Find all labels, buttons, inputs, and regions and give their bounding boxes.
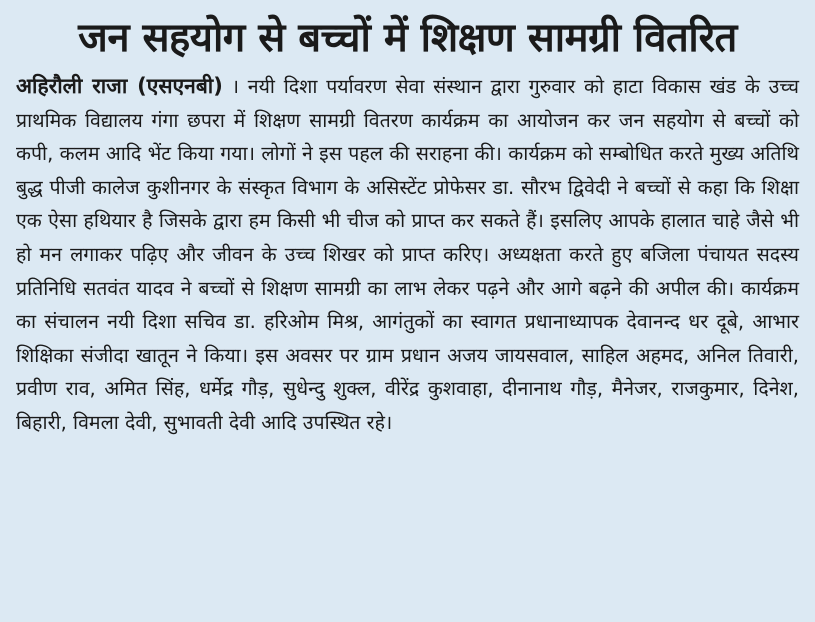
article-body-text: नयी दिशा पर्यावरण सेवा संस्थान द्वारा गुरुवार को हाटा विकास खंड के उच्च प्राथमिक विद्यालय गंगा छपरा में शिक्षण सामग्री वितरण कार्यक्रम का आयोजन कर जन सहयोग से बच्चों को कपी, कलम आदि भेंट किया गया। लोगों ने इस पहल की सराहना की। कार्यक्रम को सम्बोधित करते मुख्य अतिथि बुद्ध पीजी कालेज कुशीनगर के संस्कृत विभाग के असिस्टेंट प्रोफेसर डा. सौरभ द्विवेदी ने बच्चों से कहा कि शिक्षा एक ऐसा हथियार है जिसके द्वारा हम किसी भी चीज को प्राप्त कर सकते हैं। इसलिए आपके हालात चाहे जैसे भी हो मन लगाकर पढ़िए और जीवन के उच्च शिखर को प्राप्त करिए। अध्यक्षता करते हुए बजिला पंचायत सदस्य प्रतिनिधि सतवंत यादव ने बच्चों से शिक्षण सामग्री का लाभ लेकर पढ़ने और आगे बढ़ने की अपील की। कार्यक्रम का संचालन नयी दिशा सचिव डा. हरिओम मिश्र, आगंतुकों का स्वागत प्रधानाध्यापक देवानन्द धर दूबे, आभार शिक्षिका संजीदा खातून ने किया। इस अवसर पर ग्राम प्रधान अजय जायसवाल, साहिल अहमद, अनिल तिवारी, प्रवीण राव, अमित सिंह, धर्मेद्र गौड़, सुधेन्दु शुक्ल, वीरेंद्र कुशवाहा, दीनानाथ गौड़, मैनेजर, राजकुमार, दिनेश, बिहारी, विमला देवी, सुभावती देवी आदि उपस्थित रहे। [16,75,800,434]
dateline-separator: । [222,75,248,98]
article-headline: जन सहयोग से बच्चों में शिक्षण सामग्री वितरित [78,15,737,61]
article-body-paragraph [16,70,799,440]
article-dateline: अहिरौली राजा (एसएनबी) [16,74,223,98]
